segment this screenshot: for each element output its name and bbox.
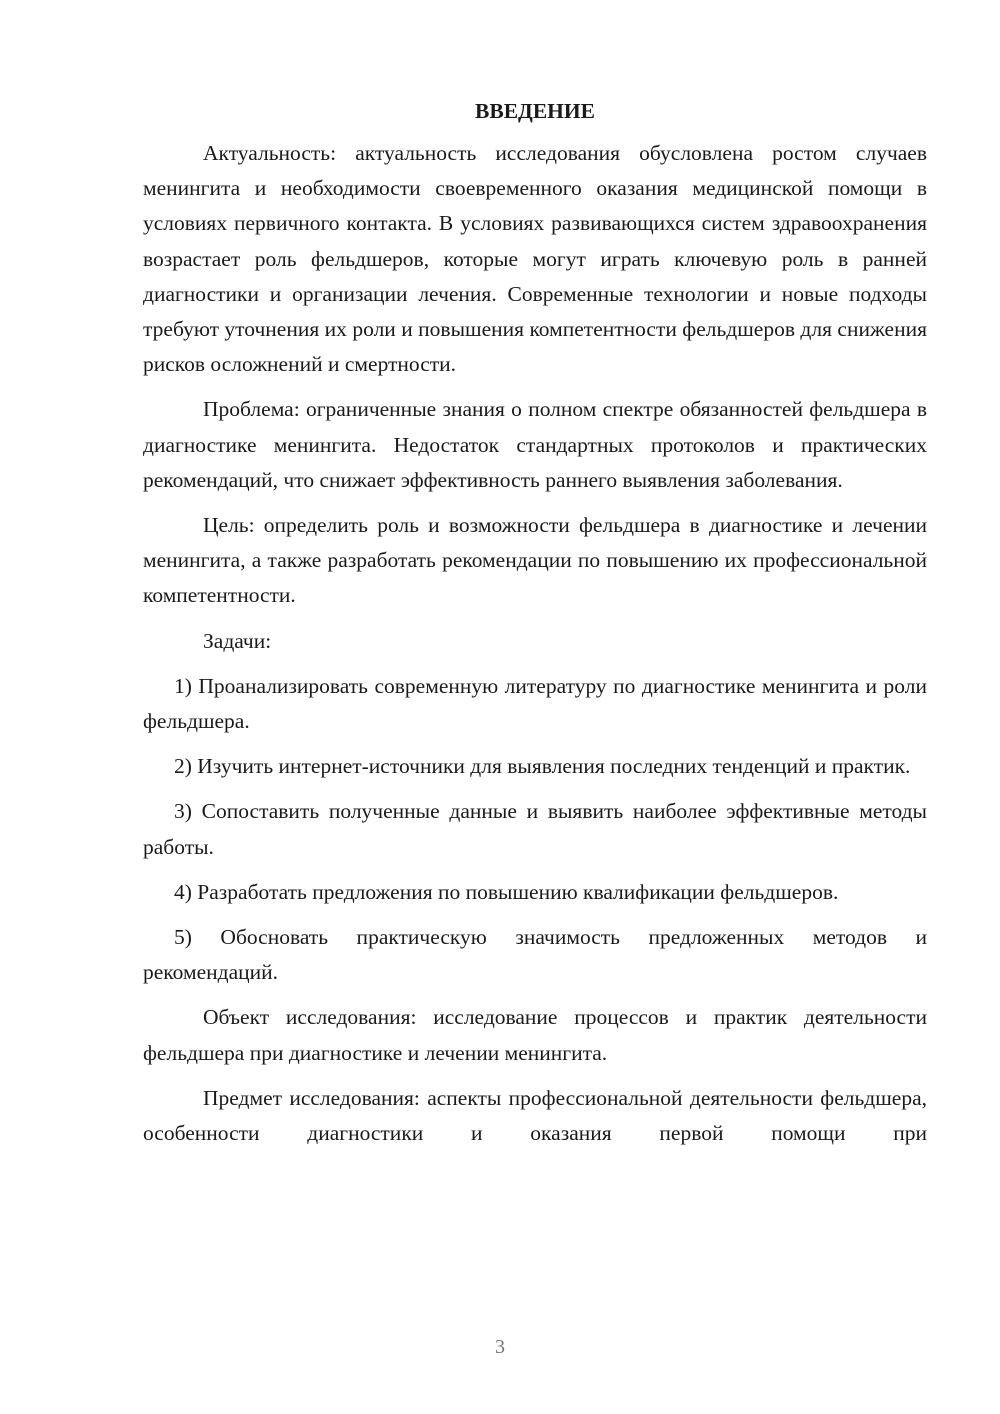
section-title: ВВЕДЕНИЕ <box>475 99 595 123</box>
paragraph-goal: Цель: определить роль и возможности фельдшера в диагностике и лечении менингита, а также разработать рекомендации по повышению их профессиональной компетентности. <box>143 513 927 608</box>
task-item-2: 2) Изучить интернет-источники для выявления последних тенденций и практик. <box>174 754 911 779</box>
paragraph-subject: Предмет исследования: аспекты профессиональной деятельности фельдшера, особенности диагностики и оказания первой помощи при <box>143 1085 927 1146</box>
paragraph-problem: Проблема: ограниченные знания о полном спектре обязанностей фельдшера в диагностике менингита. Недостаток стандартных протоколов и практических рекомендаций, что снижает эффективность раннего выявления заболевания. <box>143 397 927 492</box>
paragraph-relevance: Актуальность: актуальность исследования обусловлена ростом случаев менингита и необходимости своевременного оказания медицинской помощи в условиях первичного контакта. В условиях развивающихся систем здравоохранения возрастает роль фельдшеров, которые могут играть ключевую роль в ранней диагностики и организации лечения. Современные технологии и новые подходы требуют уточнения их роли и повышения компетентности фельдшеров для снижения рисков осложнений и смертности. <box>143 141 927 377</box>
task-item-4: 4) Разработать предложения по повышению квалификации фельдшеров. <box>174 879 839 904</box>
task-item-1: 1) Проанализировать современную литературу по диагностике менингита и роли фельдшера. <box>143 673 927 734</box>
page-number: 3 <box>495 1336 505 1358</box>
task-item-5: 5) Обосновать практическую значимость предложенных методов и рекомендаций. <box>143 925 927 985</box>
page-content <box>143 96 927 1161</box>
paragraph-object: Объект исследования: исследование процессов и практик деятельности фельдшера при диагностике и лечении менингита. <box>143 1005 927 1065</box>
task-item-3: 3) Сопоставить полученные данные и выявить наиболее эффективные методы работы. <box>143 799 927 859</box>
paragraph-tasks-heading: Задачи: <box>203 628 272 653</box>
